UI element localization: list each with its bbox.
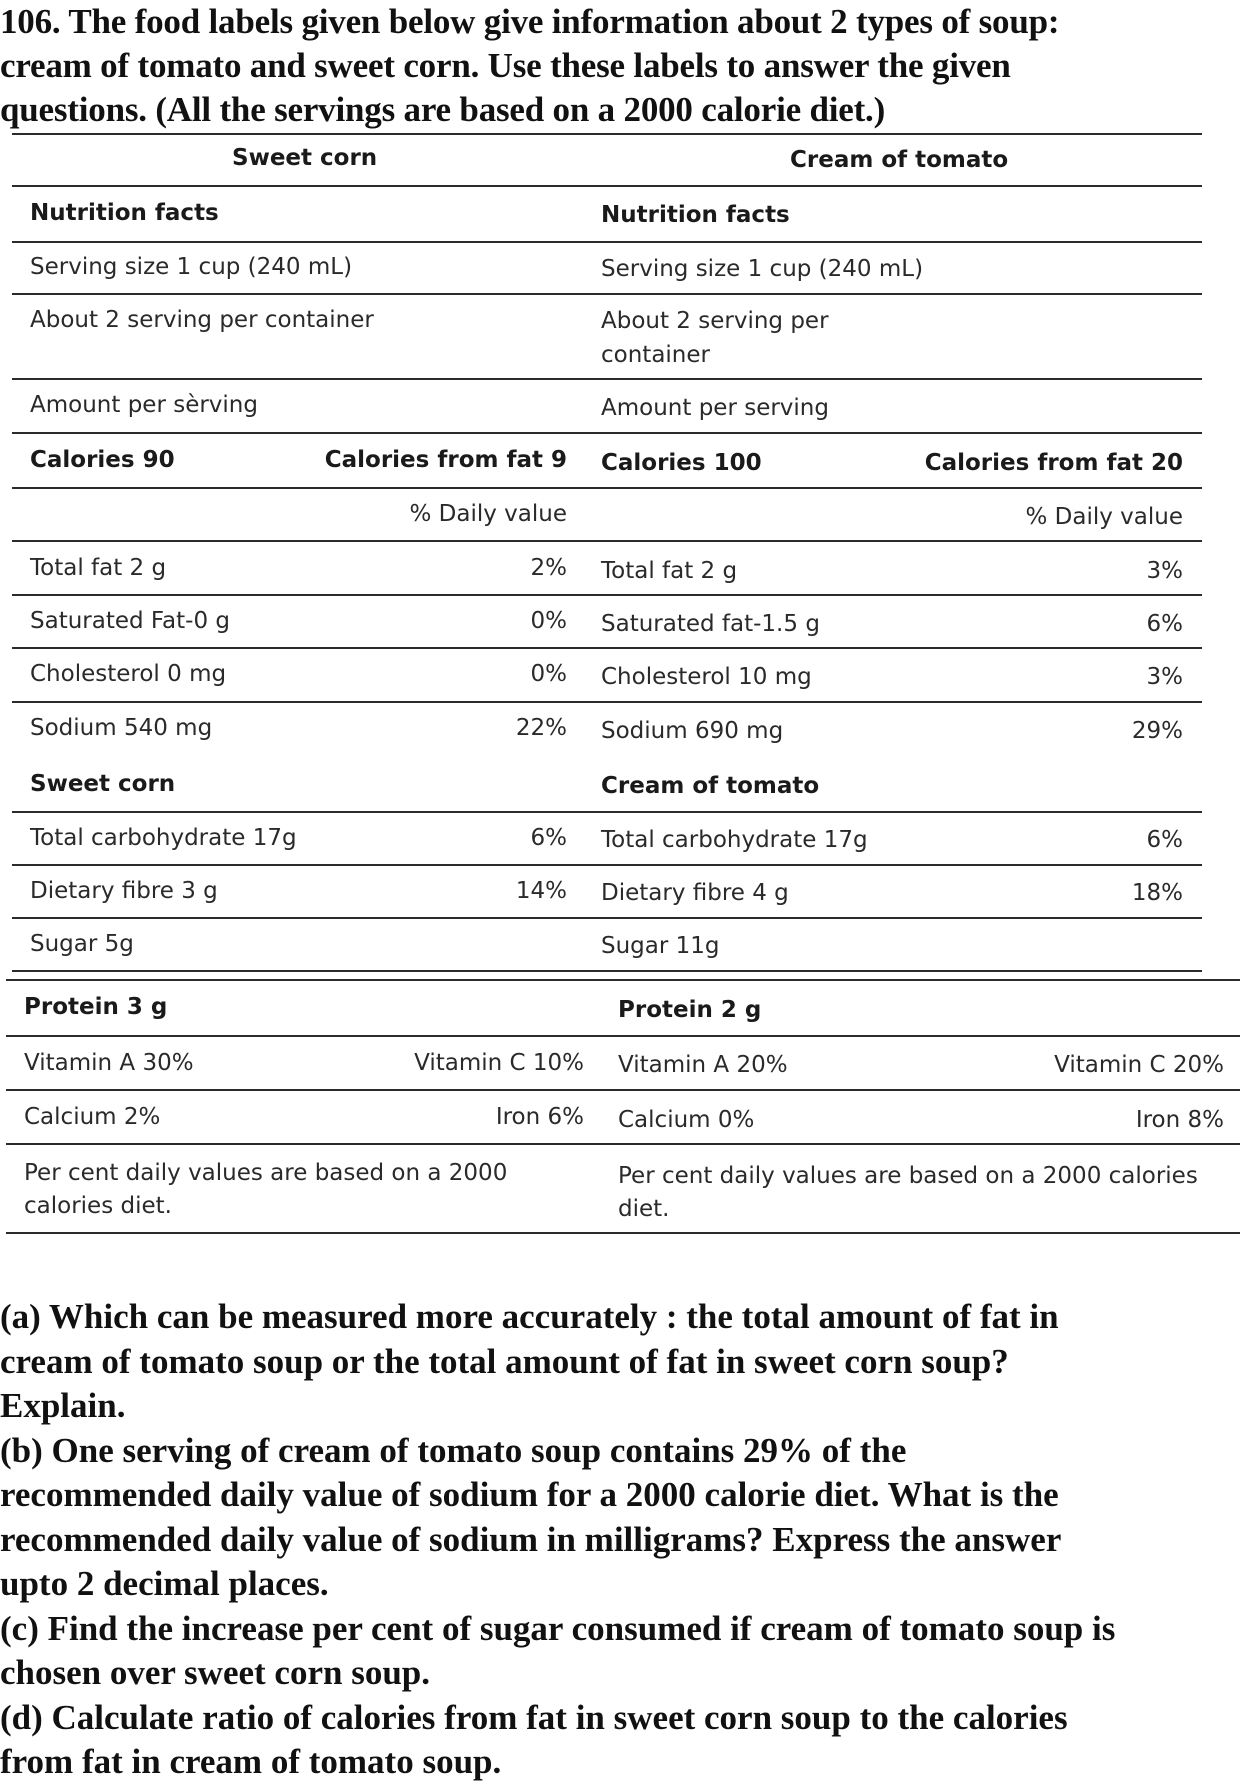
nutrient-dv: 0% bbox=[530, 661, 567, 687]
nutrient-label: Saturated Fat-0 g bbox=[30, 608, 230, 634]
calories: Calories 90 bbox=[30, 447, 175, 473]
divider bbox=[6, 979, 1240, 981]
nutrient-label: Cholesterol 0 mg bbox=[30, 661, 227, 687]
nutrient-label: Total fat 2 g bbox=[601, 558, 738, 584]
question-line: (a) Which can be measured more accurately : the total amount of fat in bbox=[0, 1297, 1059, 1336]
footnote: Per cent daily values are based on a 2000 calories bbox=[618, 1163, 1198, 1189]
footnote: calories diet. bbox=[24, 1193, 172, 1219]
question-line: chosen over sweet corn soup. bbox=[0, 1653, 431, 1692]
nutrient-label: Cholesterol 10 mg bbox=[601, 664, 812, 690]
question-line: from fat in cream of tomato soup. bbox=[0, 1742, 502, 1781]
nutrient-label: Dietary fibre 3 g bbox=[30, 878, 218, 904]
divider bbox=[12, 540, 1202, 542]
divider bbox=[12, 647, 1202, 649]
question-line: recommended daily value of sodium in milligrams? Express the answer bbox=[0, 1519, 1062, 1559]
calories-from-fat: Calories from fat 20 bbox=[924, 450, 1183, 476]
nutrient-label: Total fat 2 g bbox=[30, 555, 167, 581]
vitamin-c: Vitamin C 10% bbox=[414, 1050, 584, 1076]
divider bbox=[12, 293, 1202, 295]
question-line: (c) Find the increase per cent of sugar consumed if cream of tomato soup is bbox=[0, 1608, 1116, 1648]
calcium: Calcium 2% bbox=[24, 1104, 161, 1130]
nutrient-label: Total carbohydrate 17g bbox=[601, 827, 868, 853]
divider bbox=[12, 133, 1202, 135]
iron: Iron 6% bbox=[495, 1104, 584, 1130]
nutrient-label: Sugar 11g bbox=[601, 933, 720, 959]
servings-per-container: About 2 serving per bbox=[601, 308, 829, 334]
questions bbox=[0, 1295, 1242, 1785]
section-heading: Sweet corn bbox=[30, 771, 176, 797]
nutrient-dv: 14% bbox=[515, 878, 567, 904]
nutrition-facts-heading: Nutrition facts bbox=[30, 200, 219, 226]
daily-value-header: % Daily value bbox=[409, 501, 567, 527]
serving-size: Serving size 1 cup (240 mL) bbox=[30, 254, 353, 280]
divider bbox=[6, 1143, 1240, 1145]
vitamin-c: Vitamin C 20% bbox=[1054, 1052, 1224, 1078]
amount-per-serving: Amount per sèrving bbox=[30, 392, 258, 418]
section-heading: Cream of tomato bbox=[601, 773, 820, 799]
divider bbox=[12, 811, 1202, 813]
protein: Protein 3 g bbox=[24, 994, 168, 1020]
nutrient-label: Total carbohydrate 17g bbox=[30, 825, 297, 851]
serving-size: Serving size 1 cup (240 mL) bbox=[601, 256, 924, 282]
iron: Iron 8% bbox=[1135, 1107, 1224, 1133]
question-line: (b) One serving of cream of tomato soup contains 29% of the bbox=[0, 1430, 907, 1470]
nutrient-dv: 3% bbox=[1146, 664, 1183, 690]
divider bbox=[12, 594, 1202, 596]
intro-line: 106. The food labels given below give information about 2 types of soup: bbox=[0, 2, 1060, 41]
divider bbox=[12, 487, 1202, 489]
question-line: upto 2 decimal places. bbox=[0, 1564, 329, 1603]
calories: Calories 100 bbox=[601, 450, 762, 476]
nutrient-label: Sodium 690 mg bbox=[601, 718, 784, 744]
nutrient-dv: 6% bbox=[530, 825, 567, 851]
divider bbox=[12, 241, 1202, 243]
nutrient-dv: 18% bbox=[1131, 880, 1183, 906]
question-intro bbox=[0, 0, 1242, 132]
divider bbox=[12, 432, 1202, 434]
nutrient-dv: 0% bbox=[530, 608, 567, 634]
divider bbox=[6, 1232, 1240, 1234]
footnote: diet. bbox=[618, 1196, 670, 1222]
daily-value-header: % Daily value bbox=[1025, 504, 1183, 530]
nutrient-dv: 3% bbox=[1146, 558, 1183, 584]
intro-line: questions. (All the servings are based on a 2000 calorie diet.) bbox=[0, 90, 886, 129]
calories-from-fat: Calories from fat 9 bbox=[324, 447, 567, 473]
footnote: Per cent daily values are based on a 2000 bbox=[24, 1160, 508, 1186]
nutrient-dv: 2% bbox=[530, 555, 567, 581]
question-line: Explain. bbox=[0, 1386, 126, 1425]
vitamin-a: Vitamin A 20% bbox=[618, 1052, 788, 1078]
nutrient-label: Sugar 5g bbox=[30, 931, 134, 957]
question-line: (d) Calculate ratio of calories from fat in sweet corn soup to the calories bbox=[0, 1697, 1068, 1737]
divider bbox=[12, 378, 1202, 380]
nutrient-dv: 6% bbox=[1146, 611, 1183, 637]
intro-line: cream of tomato and sweet corn. Use these labels to answer the given bbox=[0, 46, 1011, 85]
amount-per-serving: Amount per serving bbox=[601, 395, 829, 421]
column-title: Cream of tomato bbox=[790, 147, 1009, 173]
calcium: Calcium 0% bbox=[618, 1107, 755, 1133]
nutrient-dv: 6% bbox=[1146, 827, 1183, 853]
nutrition-facts-heading: Nutrition facts bbox=[601, 202, 790, 228]
protein: Protein 2 g bbox=[618, 997, 762, 1023]
divider bbox=[6, 1089, 1240, 1091]
nutrient-label: Sodium 540 mg bbox=[30, 715, 213, 741]
nutrient-label: Saturated fat-1.5 g bbox=[601, 611, 820, 637]
nutrient-label: Dietary fibre 4 g bbox=[601, 880, 789, 906]
question-line: cream of tomato soup or the total amount of fat in sweet corn soup? bbox=[0, 1341, 1009, 1381]
column-title: Sweet corn bbox=[232, 145, 378, 171]
divider bbox=[12, 701, 1202, 703]
nutrient-dv: 22% bbox=[515, 715, 567, 741]
divider bbox=[6, 1035, 1240, 1037]
servings-per-container: container bbox=[601, 342, 710, 368]
divider bbox=[12, 970, 1202, 972]
divider bbox=[12, 917, 1202, 919]
nutrient-dv: 29% bbox=[1131, 718, 1183, 744]
divider bbox=[12, 185, 1202, 187]
vitamin-a: Vitamin A 30% bbox=[24, 1050, 194, 1076]
divider bbox=[12, 864, 1202, 866]
servings-per-container: About 2 serving per container bbox=[30, 307, 374, 333]
question-line: recommended daily value of sodium for a 2000 calorie diet. What is the bbox=[0, 1475, 1059, 1514]
